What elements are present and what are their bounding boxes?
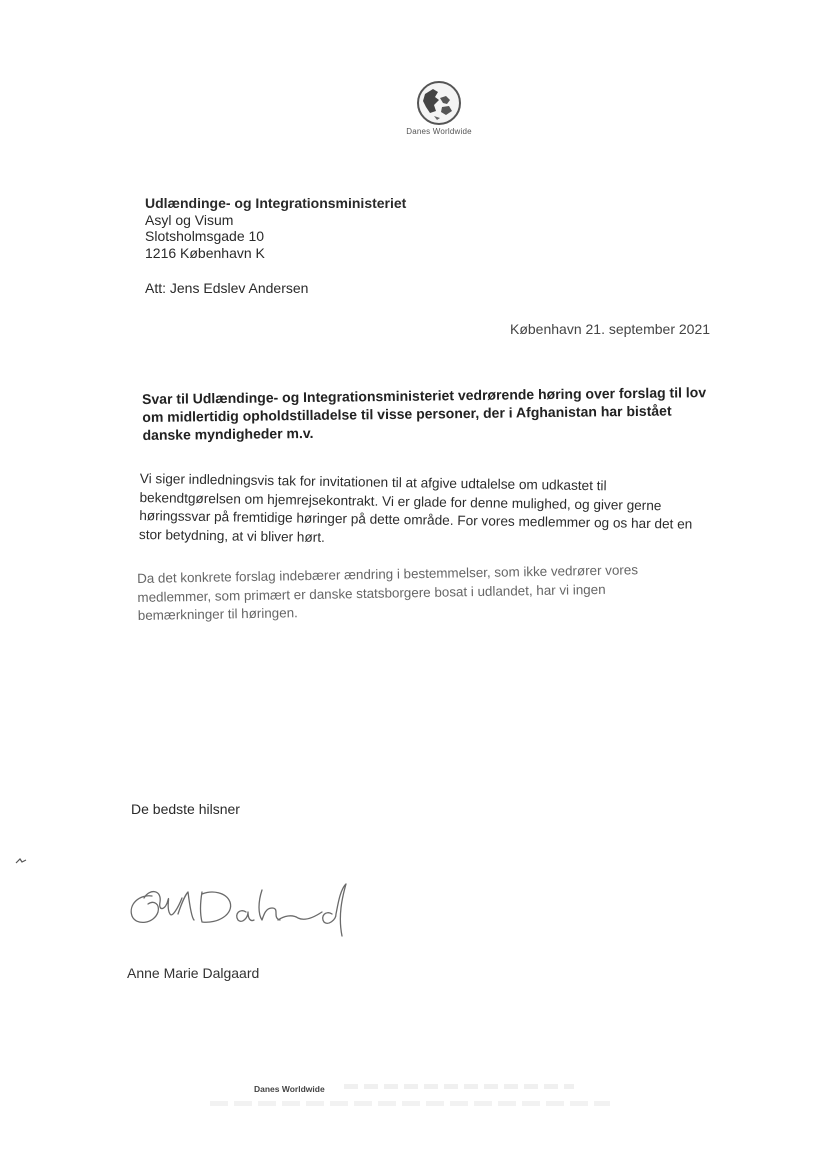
- letterhead-logo: [404, 80, 474, 136]
- recipient-city: 1216 København K: [145, 244, 265, 261]
- recipient-address: [145, 195, 406, 261]
- handwritten-signature: [122, 878, 362, 953]
- attention-line: Att: Jens Edslev Andersen: [145, 280, 309, 296]
- scan-speck: [14, 855, 28, 867]
- footer-brand: Danes Worldwide: [254, 1084, 325, 1094]
- place-and-date: København 21. september 2021: [510, 321, 711, 337]
- recipient-street: Slotsholmsgade 10: [145, 228, 265, 244]
- subject-heading: Svar til Udlændinge- og Integrationsministeriet vedrørende høring over forslag til lov om midlertidig opholdstilladelse til visse personer, der i Afghanistan har bistået danske myndigheder m.v.: [142, 384, 707, 443]
- body-paragraph-2: Da det konkrete forslag indebærer ændring i bestemmelser, som ikke vedrører vores medlemmer, som primært er danske statsborgere bosat i udlandet, har vi ingen bemærkninger til høringen.: [137, 562, 639, 623]
- globe-denmark-icon: [404, 80, 474, 126]
- footer-faint-line-2: [210, 1101, 610, 1106]
- signer-name: Anne Marie Dalgaard: [127, 965, 260, 981]
- closing-salutation: De bedste hilsner: [131, 801, 240, 817]
- recipient-organization: Udlændinge- og Integrationsministeriet: [145, 195, 407, 211]
- logo-text: Danes Worldwide: [406, 127, 472, 136]
- footer-faint-line-1: [344, 1084, 574, 1089]
- recipient-department: Asyl og Visum: [145, 211, 234, 228]
- body-paragraph-1: Vi siger indledningsvis tak for invitationen til at afgive udtalelse om udkastet til bekendtgørelsen om hjemrejsekontrakt. Vi er glade for denne mulighed, og giver gerne høringssvar på fremtidige høringer på dette område. For vores medlemmer og os har det en stor betydning, at vi bliver hørt.: [138, 470, 693, 545]
